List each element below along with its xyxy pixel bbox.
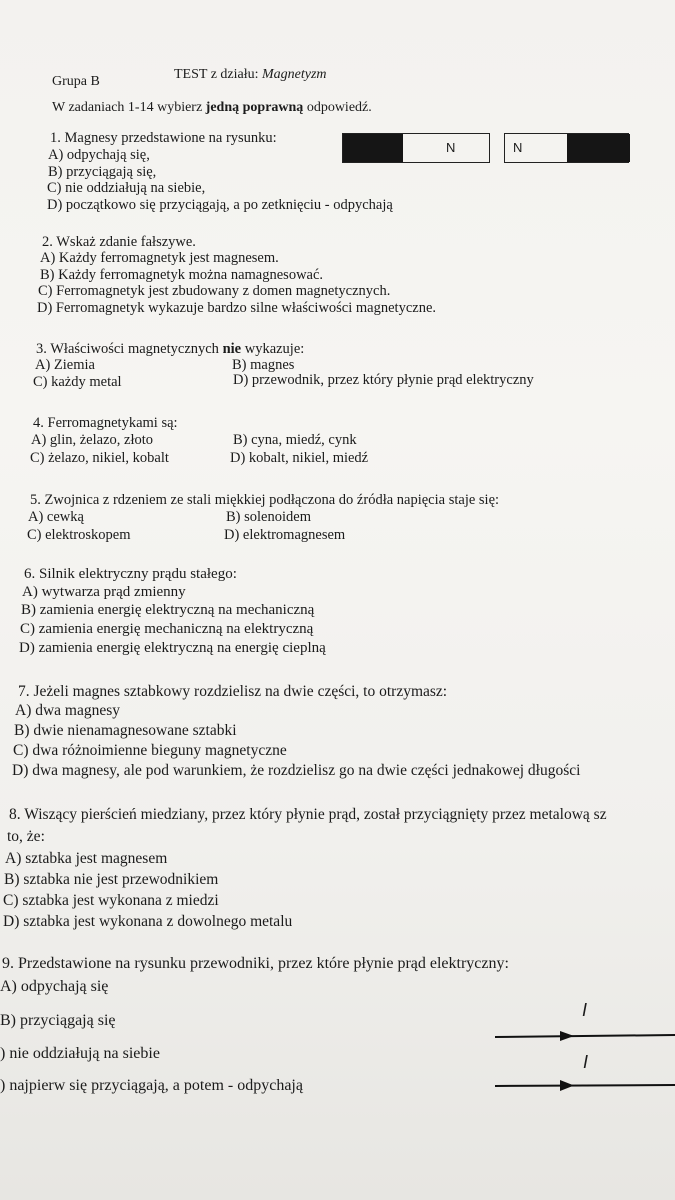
q3-option-d: D) przewodnik, przez który płynie prąd elektryczny xyxy=(233,372,534,388)
q4-option-b: B) cyna, miedź, cynk xyxy=(233,432,357,448)
q9-question: 9. Przedstawione na rysunku przewodniki, przez które płynie prąd elektryczny: xyxy=(2,955,509,972)
q9-option-d: ) najpierw się przyciągają, a potem - odpychają xyxy=(0,1077,303,1094)
q8-question-continued: to, że: xyxy=(7,828,45,845)
q8-question: 8. Wiszący pierścień miedziany, przez który płynie prąd, został przyciągnięty przez metalową sz xyxy=(9,806,607,823)
q6-option-c: C) zamienia energię mechaniczną na elektryczną xyxy=(20,621,314,637)
q7-option-a: A) dwa magnesy xyxy=(15,702,121,719)
test-topic: Magnetyzm xyxy=(262,67,327,82)
q4-option-d: D) kobalt, nikiel, miedź xyxy=(230,450,369,466)
q1-option-c: C) nie oddziałują na siebie, xyxy=(47,180,206,196)
q9-top-wire xyxy=(495,1035,675,1037)
q8-option-c: C) sztabka jest wykonana z miedzi xyxy=(3,892,219,909)
q1-option-a: A) odpychają się, xyxy=(48,147,150,163)
q4-option-a: A) glin, żelazo, złoto xyxy=(31,432,153,448)
q9-option-b: B) przyciągają się xyxy=(0,1012,116,1029)
q7-option-c: C) dwa różnoimienne bieguny magnetyczne xyxy=(13,742,287,759)
q2-option-d: D) Ferromagnetyk wykazuje bardzo silne właściwości magnetyczne. xyxy=(37,300,437,316)
q5-option-c: C) elektroskopem xyxy=(27,527,131,543)
q2-question: 2. Wskaż zdanie fałszywe. xyxy=(42,234,196,250)
q5-option-d: D) elektromagnesem xyxy=(224,527,346,543)
q6-option-a: A) wytwarza prąd zmienny xyxy=(22,584,186,600)
q1-option-d: D) początkowo się przyciągają, a po zetknięciu - odpychają xyxy=(47,197,393,213)
q8-option-d: D) sztabka jest wykonana z dowolnego metalu xyxy=(3,913,293,930)
q5-option-a: A) cewką xyxy=(28,509,84,525)
q9-option-c: ) nie oddziałują na siebie xyxy=(0,1045,160,1062)
q8-option-a: A) sztabka jest magnesem xyxy=(5,850,168,867)
q1-right-bar-magnet xyxy=(504,133,629,163)
q4-option-c: C) żelazo, nikiel, kobalt xyxy=(30,450,169,466)
q8-option-b: B) sztabka nie jest przewodnikiem xyxy=(4,871,219,888)
q9-parallel-wires-figure xyxy=(490,1000,675,1100)
q5-option-b: B) solenoidem xyxy=(226,509,311,525)
q9-top-current-label: I xyxy=(582,1000,588,1020)
q6-option-d: D) zamienia energię elektryczną na energię cieplną xyxy=(19,640,326,656)
q9-bottom-current-label: I xyxy=(583,1052,589,1072)
q4-question: 4. Ferromagnetykami są: xyxy=(33,415,178,431)
q7-option-b: B) dwie nienamagnesowane sztabki xyxy=(14,722,237,739)
group-label: Grupa B xyxy=(52,74,100,89)
q9-bottom-current-arrow xyxy=(560,1080,574,1091)
q3-option-a: A) Ziemia xyxy=(35,357,95,373)
q2-option-b: B) Każdy ferromagnetyk można namagnesować. xyxy=(40,267,324,283)
q6-question: 6. Silnik elektryczny prądu stałego: xyxy=(24,566,237,582)
q3-question: 3. Właściwości magnetycznych nie wykazuje: xyxy=(36,341,305,357)
q1-left-magnet-pole-label: N xyxy=(446,140,456,155)
q3-option-b: B) magnes xyxy=(232,357,295,373)
instruction: W zadaniach 1-14 wybierz jedną poprawną odpowiedź. xyxy=(52,100,372,115)
q9-option-a: A) odpychają się xyxy=(0,978,109,995)
q2-option-c: C) Ferromagnetyk jest zbudowany z domen magnetycznych. xyxy=(38,283,391,299)
q1-option-b: B) przyciągają się, xyxy=(48,164,157,180)
q5-question: 5. Zwojnica z rdzeniem ze stali miękkiej podłączona do źródła napięcia staje się: xyxy=(30,492,500,508)
q9-top-current-arrow xyxy=(560,1031,574,1041)
q9-bottom-wire xyxy=(495,1085,675,1086)
q6-option-b: B) zamienia energię elektryczną na mechaniczną xyxy=(21,602,315,618)
q3-option-c: C) każdy metal xyxy=(33,374,122,390)
q1-right-magnet-pole-label: N xyxy=(513,140,523,155)
q7-question: 7. Jeżeli magnes sztabkowy rozdzielisz na dwie części, to otrzymasz: xyxy=(18,683,448,700)
q1-left-bar-magnet xyxy=(342,133,490,163)
q7-option-d: D) dwa magnesy, ale pod warunkiem, że rozdzielisz go na dwie części jednakowej długości xyxy=(12,762,581,779)
q1-question: 1. Magnesy przedstawione na rysunku: xyxy=(50,130,277,146)
test-title: TEST z działu: Magnetyzm xyxy=(174,67,327,82)
q2-option-a: A) Każdy ferromagnetyk jest magnesem. xyxy=(40,250,279,266)
